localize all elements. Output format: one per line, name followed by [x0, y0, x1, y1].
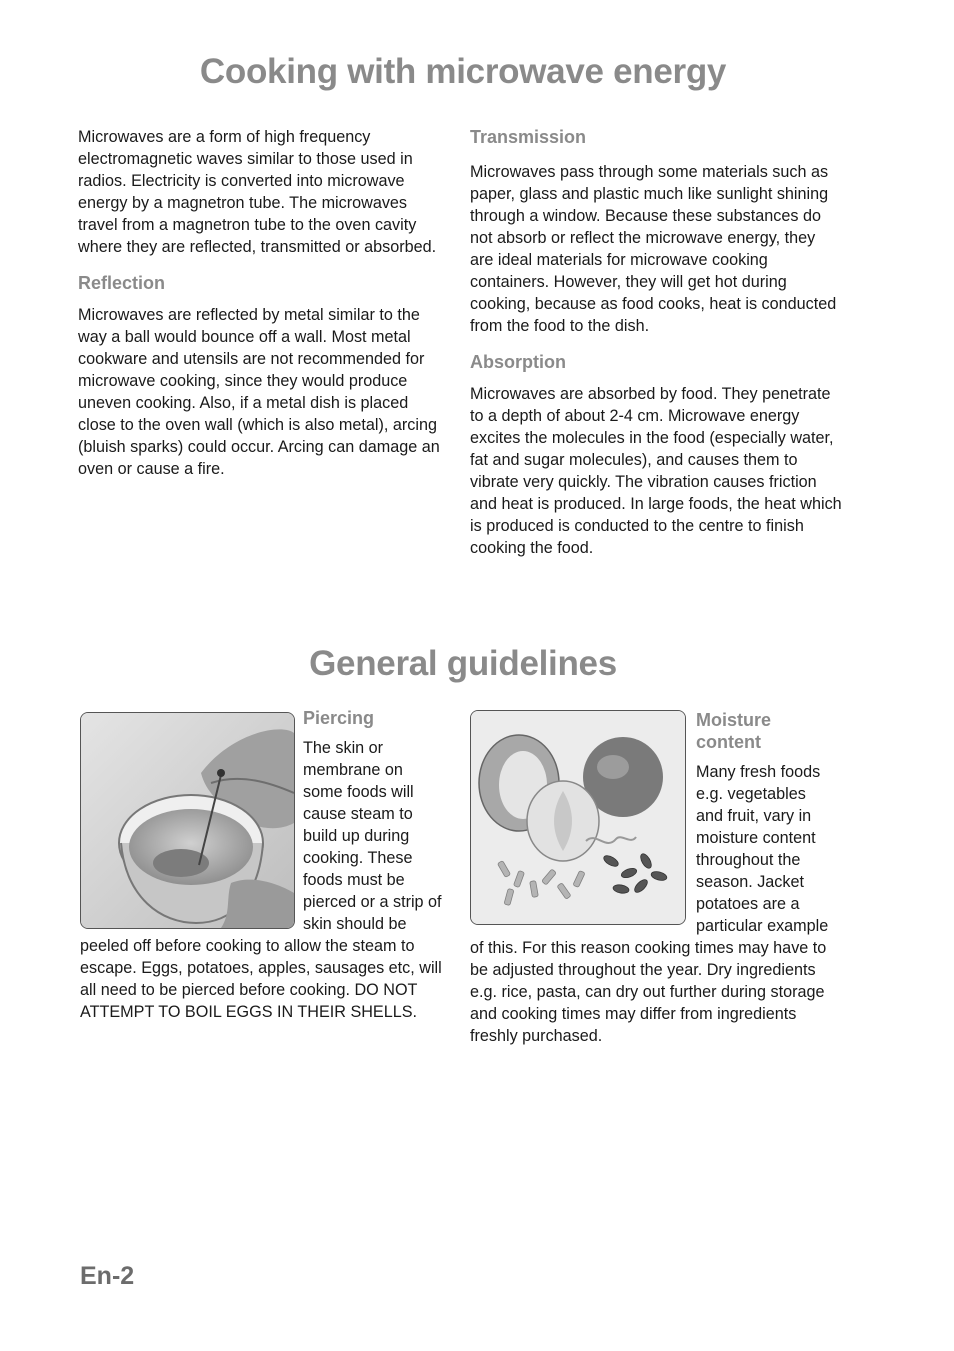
section-title: General guidelines [309, 644, 617, 683]
piercing-block [80, 707, 446, 1023]
piercing-text: The skin or membrane on some foods will cause steam to build up during cooking. These foods must be pierced or a strip of skin should be peeled off before cooking to allow the steam to escape. Eggs, potatoes, apples, sausages etc, will all need to be pierced before cooking. DO NOT ATTEMPT TO BOIL EGGS IN THEIR SHELLS. [80, 739, 442, 1021]
absorption-text: Microwaves are absorbed by food. They penetrate to a depth of about 2-4 cm. Microwave energy excites the molecules in the food (especially water, fat and sugar molecules), and causes them to vibrate very quickly. The vibration causes friction and heat is produced. In large foods, the heat which is produced is conducted to the centre to finish cooking the food. [470, 385, 842, 557]
moisture-heading: Moisture content [696, 710, 772, 752]
intro-paragraph: Microwaves are a form of high frequency electromagnetic waves similar to those used in radios. Electricity is converted into microwave energy by a magnetron tube. The microwaves travel from a magnetron tube to the oven cavity where they are reflected, transmitted or absorbed. [78, 128, 437, 256]
transmission-text: Microwaves pass through some materials such as paper, glass and plastic much like sunlight shining through a window. Because these substances do not absorb or reflect the microwave energy, they are ideal materials for microwave cooking containers. However, they will get hot during cooking, because as food cooks, heat is conducted from the food to the dish. [470, 163, 837, 335]
left-column [78, 126, 450, 480]
piercing-photo [80, 712, 295, 929]
moisture-text: Many fresh foods e.g. vegetables and fruit, vary in moisture content throughout the season. Jacket potatoes are a particular example of this. For this reason cooking times may have to be adjusted throughout the year. Dry ingredients e.g. rice, pasta, can dry out further during storage and cooking times may differ from ingredients freshly purchased. [470, 763, 829, 1045]
moisture-photo [470, 710, 686, 925]
absorption-heading: Absorption [470, 352, 566, 372]
right-column [470, 126, 842, 559]
page-number: En-2 [80, 1262, 135, 1290]
moisture-block [470, 709, 832, 1047]
transmission-heading: Transmission [470, 127, 587, 147]
piercing-heading: Piercing [303, 708, 375, 728]
reflection-heading: Reflection [78, 273, 166, 293]
reflection-text: Microwaves are reflected by metal similar to the way a ball would bounce off a wall. Most metal cookware and utensils are not recommended for microwave cooking, since they would produce uneven cooking. Also, if a metal dish is placed close to the oven wall (which is also metal), arcing (bluish sparks) could occur. Arcing can damage an oven or cause a fire. [78, 306, 440, 478]
page-title: Cooking with microwave energy [199, 52, 727, 91]
